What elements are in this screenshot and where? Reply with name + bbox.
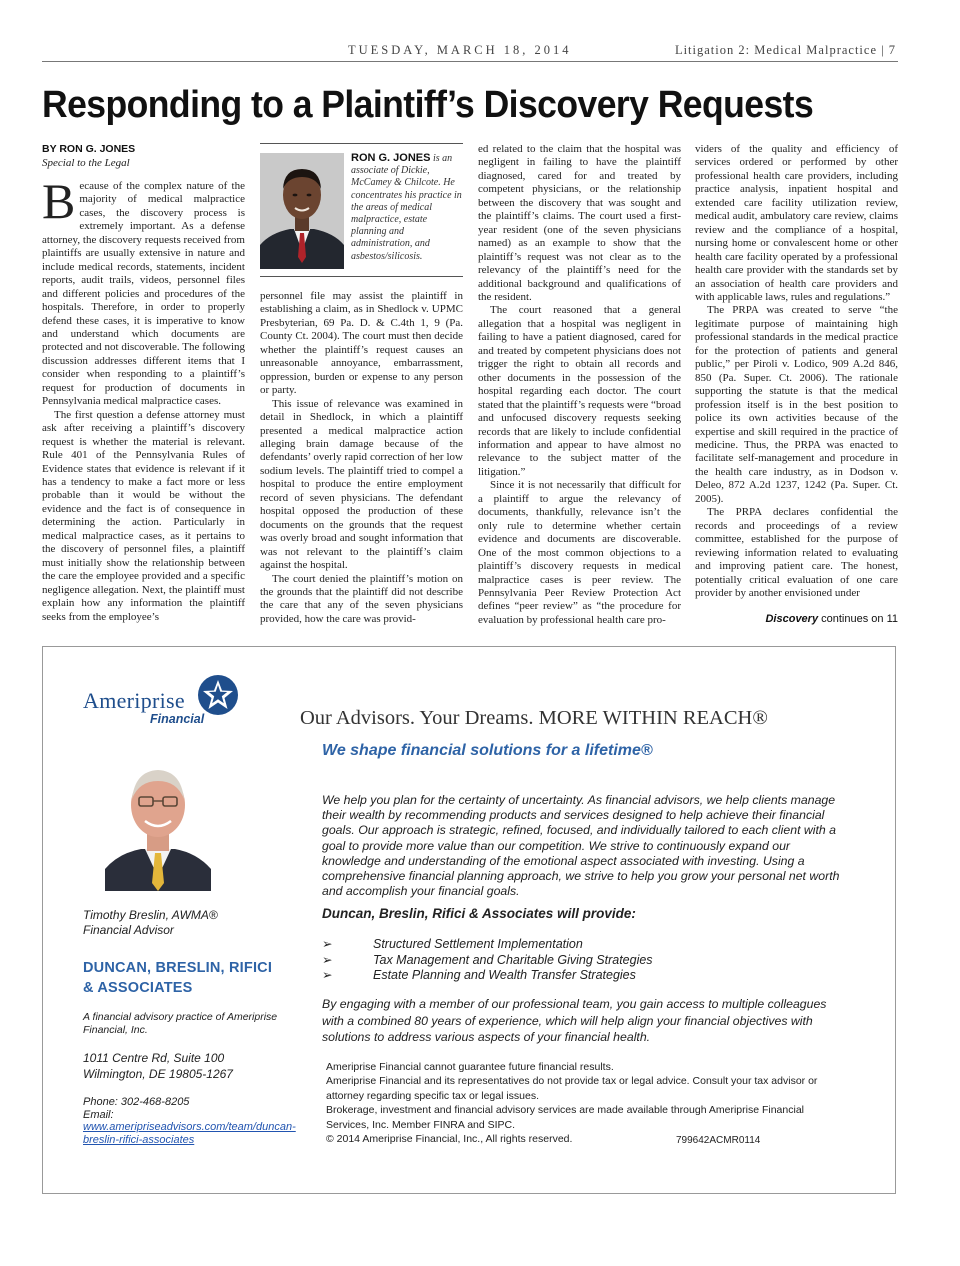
services-list <box>322 937 842 984</box>
firm-address: 1011 Centre Rd, Suite 100 Wilmington, DE 19805-1267 <box>83 1051 233 1081</box>
article-paragraph: The PRPA was created to serve “the legitimate purpose of maintaining high professional standards in the medical practice for the protection of patients and general public,” per Piroli v. Lodico, 909 A.2d 846, 850 (Pa. Super. Ct. 2006). The rationale supporting the statute is that the medical profession itself is in the best position to police its own activities because of the expertise and skill required in the practice of medicine. Thus, the PRPA was enacted to facilitate self-management and procedure in the health care industry, as in Dodson v. Deleo, 872 A.2d 1237, 1242 (Pa. Super. Ct. 2005). <box>695 304 898 505</box>
disclaimer-line: Brokerage, investment and financial advisory services are made available through Ameriprise Financial Services, Inc. Member FINRA and SIPC. <box>326 1104 804 1131</box>
advisor-title: Financial Advisor <box>83 923 174 937</box>
bio-divider <box>260 276 463 277</box>
arrow-bullet-icon: ➢ <box>322 952 333 967</box>
drop-cap: B <box>42 173 76 229</box>
article-paragraph: Since it is not necessarily that difficult for a plaintiff to argue the relevancy of documents, thankfully, relevance isn’t the only rule to determine whether certain evidence and documents are discoverable. One of the most common objections to a plaintiff’s discovery requests in medical malpractice cases is peer review. The Pennsylvania Peer Review Protection Act defines “peer review” as “the procedure for evaluation by professional health care pro- <box>478 479 681 626</box>
copyright-line: © 2014 Ameriprise Financial, Inc., All rights reserved. <box>326 1133 573 1146</box>
article-paragraph: The court denied the plaintiff’s motion on the grounds that the plaintiff did not describe the care that any of the seven physicians provided, how the care was provid- <box>260 572 463 625</box>
article-paragraph: Because of the complex nature of the majority of medical malpractice cases, the discovery process is extremely important. As a defense attorney, the discovery requests received from plaintiffs are usually extensive in nature and include medical records, statements, incident reports, audit trails, videos, personnel files and different policies and procedures of the hospitals. Therefore, in order to properly defend these cases, it is imperative to know and understand which documents are protected and not discoverable. The following discussion addresses different items that I consider when responding to a plaintiff’s request for production of documents in Pennsylvania medical malpractice cases. <box>42 173 245 408</box>
ad-tagline: Our Advisors. Your Dreams. MORE WITHIN REACH® <box>300 707 768 729</box>
services-heading: Duncan, Breslin, Rifici & Associates will provide: <box>322 906 636 921</box>
author-photo <box>260 153 344 269</box>
ad-slogan: We shape financial solutions for a lifetime® <box>322 742 653 759</box>
byline: BY RON G. JONES <box>42 143 136 155</box>
ad-intro-text: We help you plan for the certainty of uncertainty. As financial advisors, we help clients manage their wealth by recommending products and services designed to help achieve their financial goals. Our approach is strategic, refined, focused, and individually tailored to each client with a goal to provide more value than our competition. We strive to continuously expand our knowledge and understanding of the emotional aspect associated with investing. Using a comprehensive financial planning approach, we strive to help you grow your personal net worth and accomplish your financial goals. <box>322 793 840 899</box>
arrow-bullet-icon: ➢ <box>322 937 333 951</box>
advisor-photo <box>105 757 211 891</box>
article-headline: Responding to a Plaintiff’s Discovery Requests <box>42 84 814 126</box>
star-logo-icon <box>197 674 239 716</box>
article-paragraph: personnel file may assist the plaintiff in establishing a claim, as in Shedlock v. UPMC Presbyterian, 69 Pa. D. & C.4th 1, 9 (Pa. County Ct. 2004). The court must then decide whether the plaintiff’s request causes an unreasonable annoyance, embarrassment, oppression, burden or expense to any person or party. <box>260 290 463 397</box>
arrow-bullet-icon: ➢ <box>322 968 333 982</box>
article-paragraph: The court reasoned that a general allegation that a hospital was negligent in failing to have a patient diagnosed, cared for and treated by competent physicians does not trigger the right to obtain all records and other documents in the possession of the hospital regarding each doctor. The court stated that the plaintiff’s requests were “broad and unfocused discovery requests seeking records that are likely to include confidential information and appear to have almost no relevance to the subject matter of the litigation.” <box>478 304 681 478</box>
disclaimer-line: Ameriprise Financial and its representatives do not provide tax or legal advice. Consult your tax advisor or attorney regarding specific tax or legal issues. <box>326 1075 818 1102</box>
list-item: ➢ Structured Settlement Implementation <box>322 937 583 951</box>
article-paragraph: viders of the quality and efficiency of services ordered or performed by other professional health care providers, including practice analysis, inpatient hospital and extended care facility utilization review, medical audit, ambulatory care review, claims review and the compliance of a hospital, nursing home or convalescent home or other health care facility operated by a professional health care provider with the standards set by an association of health care providers and with applicable laws, rules and regulations.” <box>695 143 898 303</box>
advisor-name: Timothy Breslin, AWMA® <box>83 908 218 922</box>
article-column-3 <box>478 143 681 627</box>
continuation-word: Discovery <box>765 613 819 625</box>
disclaimers <box>326 1060 846 1146</box>
firm-description: A financial advisory practice of Ameriprise Financial, Inc. <box>83 1011 278 1036</box>
ameriprise-advertisement <box>42 646 896 1194</box>
firm-contact <box>83 1096 313 1146</box>
author-bio-box <box>260 143 463 274</box>
article-column-1 <box>42 143 245 624</box>
list-item: ➢ Tax Management and Charitable Giving Strategies <box>322 952 653 967</box>
running-header <box>42 43 898 62</box>
issue-date: TUESDAY, MARCH 18, 2014 <box>348 43 572 57</box>
disclaimer-line: Ameriprise Financial cannot guarantee future financial results. <box>326 1061 614 1073</box>
article-paragraph: The first question a defense attorney must ask after receiving a plaintiff’s discovery request is whether the material is relevant. Rule 401 of the Pennsylvania Rules of Evidence states that evidence is relevant if it has a tendency to make a fact more or less probable than it would be without the evidence and the fact is of consequence in determining the action. Particularly in medical malpractice cases, as it pertains to the discovery of personnel files, a plaintiff must initially show the relationship between the care the employee provided and a specific negligence allegation. Next, the plaintiff must explain how any information the plaintiff seeks from the employee’s <box>42 408 245 623</box>
article-paragraph: This issue of relevance was examined in detail in Shedlock, in which a plaintiff presented a medical malpractice action alleging brain damage because of the defendants’ overly rapid correction of her low sodium levels. The plaintiff tried to compel a hospital to produce the entire employment record of seven physicians. The defendant hospital opposed the production of these documents on the grounds that the request was overly broad and sought information that was not relevant to the plaintiff’s claim against the hospital. <box>260 397 463 572</box>
section-title: Litigation 2: Medical Malpractice | 7 <box>674 43 896 57</box>
list-item: ➢ Estate Planning and Wealth Transfer Strategies <box>322 968 636 982</box>
website-link[interactable]: www.ameripriseadvisors.com/team/duncan-breslin-rifici-associates <box>83 1121 296 1146</box>
article-column-2 <box>260 290 463 626</box>
email-label: Email: <box>83 1108 114 1121</box>
firm-name: DUNCAN, BRESLIN, RIFICI & ASSOCIATES <box>83 960 273 996</box>
ad-code: 799642ACMR0114 <box>676 1135 761 1146</box>
byline-role: Special to the Legal <box>42 157 130 169</box>
continuation-note: Discovery continues on 11 <box>765 613 898 625</box>
team-text: By engaging with a member of our professional team, you gain access to multiple colleagues with a combined 80 years of experience, which will help align your financial objectives with solutions to address various aspects of your financial health. <box>322 997 827 1044</box>
article-column-4 <box>695 143 898 600</box>
article-paragraph: ed related to the claim that the hospital was negligent in failing to have the plaintiff diagnosed, cared for and treated by competent physicians, or the relationship between the discovery that was sought and the plaintiff’s claims. The court used a first-year resident (one of the seven physicians named) as an example to show that the plaintiff’s request was not clear as to the relevancy of the plaintiff’s need for the additional background and qualifications of the resident. <box>478 143 681 303</box>
advisor-name-block <box>83 908 313 938</box>
author-name: RON G. JONES <box>351 152 431 164</box>
author-bio: RON G. JONES is an associate of Dickie, McCamey & Chilcote. He concentrates his practice in the areas of medical malpractice, estate planning and administration, and asbestos/silicosis. <box>351 152 462 262</box>
phone-number: Phone: 302-468-8205 <box>83 1096 190 1108</box>
article-paragraph: The PRPA declares confidential the records and proceedings of a review committee, established for the purpose of reviewing information related to evaluating and improving patient care. The honest, potentially critical evaluation of one care provider by another envisioned under <box>695 506 898 599</box>
logo-subtext: Financial <box>150 712 205 726</box>
ameriprise-logo <box>83 674 253 734</box>
logo-wordmark: Ameriprise <box>83 688 185 713</box>
